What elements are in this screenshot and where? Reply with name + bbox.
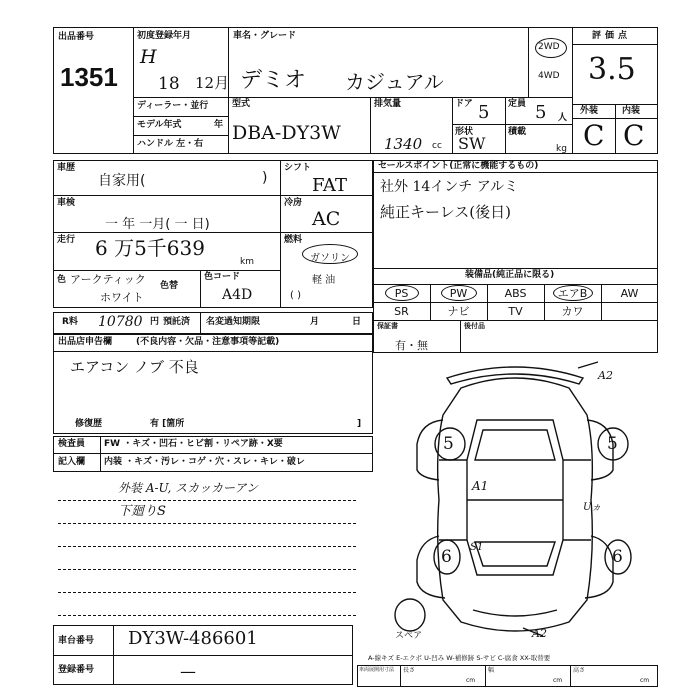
color-change-label: 色替: [160, 281, 179, 291]
warranty-label: 保証書: [377, 322, 398, 330]
tire-front-right: 5: [607, 434, 618, 454]
divider: [505, 97, 506, 154]
note-line: [58, 546, 356, 547]
damage-mark-u: Uヵ: [583, 502, 602, 513]
car-grade: カジュアル: [345, 70, 444, 94]
usage-label: 車歴: [57, 163, 76, 173]
color-value-1: アークティック: [70, 273, 146, 286]
divider: [53, 453, 373, 454]
dealer-label: ディーラー・並行: [137, 101, 209, 111]
divider: [373, 268, 658, 269]
registration-label: 初度登録年月: [137, 31, 192, 41]
handle-label: ハンドル 左・右: [137, 139, 204, 149]
warranty-value: 有・無: [395, 339, 428, 352]
inspection-value: 一 年 一月( 一 日): [105, 217, 210, 232]
divider: [100, 436, 101, 472]
damage-mark-a2-top: A2: [598, 369, 613, 382]
height-label: 高さ: [573, 667, 586, 674]
capacity-value: 5: [535, 102, 547, 123]
aftermarket-label: 後付品: [464, 322, 485, 330]
displacement-label: 排気量: [374, 99, 402, 109]
size-label: 車両展開用寸法: [359, 667, 395, 673]
divider: [53, 195, 280, 196]
divider: [400, 665, 401, 687]
height-cm: cm: [640, 677, 650, 684]
divider: [133, 135, 228, 136]
score-value: 3.5: [588, 52, 636, 87]
length-cm: cm: [466, 677, 476, 684]
chassis-label: 車台番号: [58, 636, 95, 646]
shape-label: 形状: [455, 127, 474, 137]
registration-number-label: 登録番号: [58, 665, 95, 675]
divider: [615, 104, 616, 154]
registration-number-value: —: [180, 662, 196, 681]
divider: [200, 270, 201, 308]
sales-point-1: 社外 14インチ アルミ: [380, 179, 519, 195]
registration-month: 12月: [195, 74, 230, 92]
note-line: [58, 615, 356, 616]
mileage-unit: km: [240, 257, 254, 267]
equipment-navi: ナビ: [447, 305, 470, 318]
capacity-unit: 人: [558, 113, 568, 123]
damage-legend: A-線キズ E-エクボ U-凹み W-補修跡 S-サビ C-腐食 XX-取替要: [368, 654, 551, 662]
registration-year: 18: [158, 74, 180, 94]
divider: [373, 172, 658, 173]
tax-day: 日: [352, 317, 362, 327]
load-label: 積載: [508, 127, 527, 137]
equipment-abs: ABS: [504, 287, 527, 300]
equipment-leather: カワ: [561, 305, 584, 318]
usage-close: ): [262, 170, 268, 186]
lot-label: 出品番号: [58, 32, 95, 42]
divider: [485, 665, 486, 687]
recycle-amount: 10780: [98, 314, 143, 330]
equipment-aw: AW: [620, 287, 639, 300]
length-label: 長さ: [403, 667, 416, 674]
repair-close: ]: [357, 419, 362, 429]
divider: [452, 97, 453, 154]
exterior-label: 外装: [580, 106, 599, 116]
width-cm: cm: [553, 677, 563, 684]
divider: [280, 232, 373, 233]
divider: [113, 625, 114, 685]
aircon-value: AC: [312, 208, 341, 230]
divider: [570, 665, 571, 687]
divider: [280, 160, 281, 308]
equipment-ps: PS: [394, 287, 409, 300]
usage-value: 自家用(: [98, 173, 146, 189]
doors-value: 5: [478, 102, 490, 123]
fuel-paren: ( ): [290, 290, 301, 301]
damage-mark-s1: S1: [470, 542, 484, 553]
cc-unit: cc: [432, 141, 442, 151]
sales-points-label: セールスポイント(正常に機能するもの): [378, 161, 539, 171]
note-line: [58, 569, 356, 570]
aircon-label: 冷房: [284, 198, 303, 208]
inspector-note-2: 下廻りS: [118, 504, 166, 519]
model-year-unit: 年: [214, 120, 224, 130]
divider: [53, 232, 280, 233]
sales-point-2: 純正キーレス(後日): [380, 203, 511, 221]
note-line: [58, 500, 356, 501]
equipment-airb: エアB: [557, 287, 588, 300]
entry-label: 記入欄: [58, 457, 86, 467]
inspector-note-1: 外装 A-U, スカッカーアン: [118, 481, 258, 495]
recycle-status: 預託済: [163, 317, 191, 327]
tax-label: 名変過知期限: [206, 317, 261, 327]
model-year-label: モデル年式: [137, 120, 182, 130]
divider: [228, 97, 229, 154]
divider: [200, 312, 201, 334]
shape-value: SW: [458, 134, 486, 153]
car-diagram: [373, 360, 658, 645]
report-note: エアコン ノブ 不良: [70, 358, 199, 376]
interior-label: 内装: [622, 106, 641, 116]
tax-month: 月: [310, 317, 320, 327]
divider: [133, 116, 228, 117]
chassis-number: DY3W-486601: [128, 628, 258, 649]
divider: [133, 97, 572, 98]
repair-label: 修復歴: [75, 419, 103, 429]
divider: [373, 320, 658, 321]
shift-value: FAT: [312, 175, 347, 196]
tire-front-left: 5: [443, 434, 454, 454]
mileage-label: 走行: [57, 235, 76, 245]
recycle-yen: 円: [150, 317, 160, 327]
divider: [528, 27, 529, 97]
divider: [452, 124, 572, 125]
divider: [373, 302, 658, 303]
inspection-label: 車検: [57, 198, 76, 208]
tire-rear-left: 6: [441, 547, 452, 567]
report-label: 出品店申告欄: [58, 337, 113, 347]
lot-number: 1351: [60, 62, 118, 92]
doors-label: ドア: [455, 99, 473, 109]
registration-era: H: [140, 46, 157, 68]
color-label: 色: [57, 275, 67, 285]
divider: [370, 97, 371, 154]
divider: [280, 195, 373, 196]
type-value: DBA-DY3W: [232, 122, 341, 144]
mileage-value: 6 万5千639: [95, 236, 205, 260]
equipment-tv: TV: [508, 305, 523, 318]
fuel-gasoline: ガソリン: [310, 253, 350, 264]
check-row-2: 内装 ・キズ・汚レ・コゲ・穴・スレ・キレ・破レ: [104, 457, 305, 467]
divider: [572, 44, 658, 45]
note-line: [58, 523, 356, 524]
equipment-sr: SR: [394, 305, 409, 318]
drive-2wd: 2WD: [538, 42, 560, 52]
fuel-diesel: 軽 油: [312, 275, 336, 286]
repair-value: 有 [箇所: [150, 419, 185, 429]
shift-label: シフト: [284, 163, 312, 173]
divider: [53, 351, 373, 352]
damage-mark-a1: A1: [472, 479, 489, 493]
divider: [53, 270, 280, 271]
exterior-grade: C: [583, 119, 605, 152]
interior-grade: C: [623, 119, 645, 152]
divider: [53, 655, 353, 656]
capacity-label: 定員: [508, 99, 527, 109]
divider: [460, 320, 461, 353]
damage-mark-a2-bottom: A2: [532, 627, 547, 640]
divider: [373, 284, 658, 285]
recycle-label: R料: [62, 317, 78, 327]
car-name: デミオ: [240, 68, 307, 93]
tire-rear-right: 6: [612, 547, 623, 567]
color-code-label: 色コード: [204, 272, 241, 282]
note-line: [58, 592, 356, 593]
drive-4wd: 4WD: [538, 71, 560, 81]
report-sub: (不良内容・欠品・注意事項等記載): [136, 337, 280, 347]
spare-label: スペア: [395, 631, 423, 641]
check-row-1: FW ・キズ・凹石・ヒビ割・リペア跡・X要: [104, 439, 283, 449]
divider: [572, 27, 573, 154]
inspector-label: 検査員: [58, 439, 86, 449]
score-label: 評価点: [592, 31, 632, 41]
car-name-label: 車名・グレード: [233, 31, 297, 41]
type-label: 型式: [232, 99, 251, 109]
displacement-value: 1340: [384, 135, 423, 153]
fuel-label: 燃料: [284, 235, 303, 245]
kg-unit: kg: [556, 144, 567, 154]
width-label: 幅: [488, 667, 495, 674]
color-code-value: A4D: [222, 287, 253, 303]
equipment-pw: PW: [449, 287, 468, 300]
equipment-label: 装備品(純正品に限る): [465, 270, 555, 280]
color-value-2: ホワイト: [100, 291, 144, 304]
